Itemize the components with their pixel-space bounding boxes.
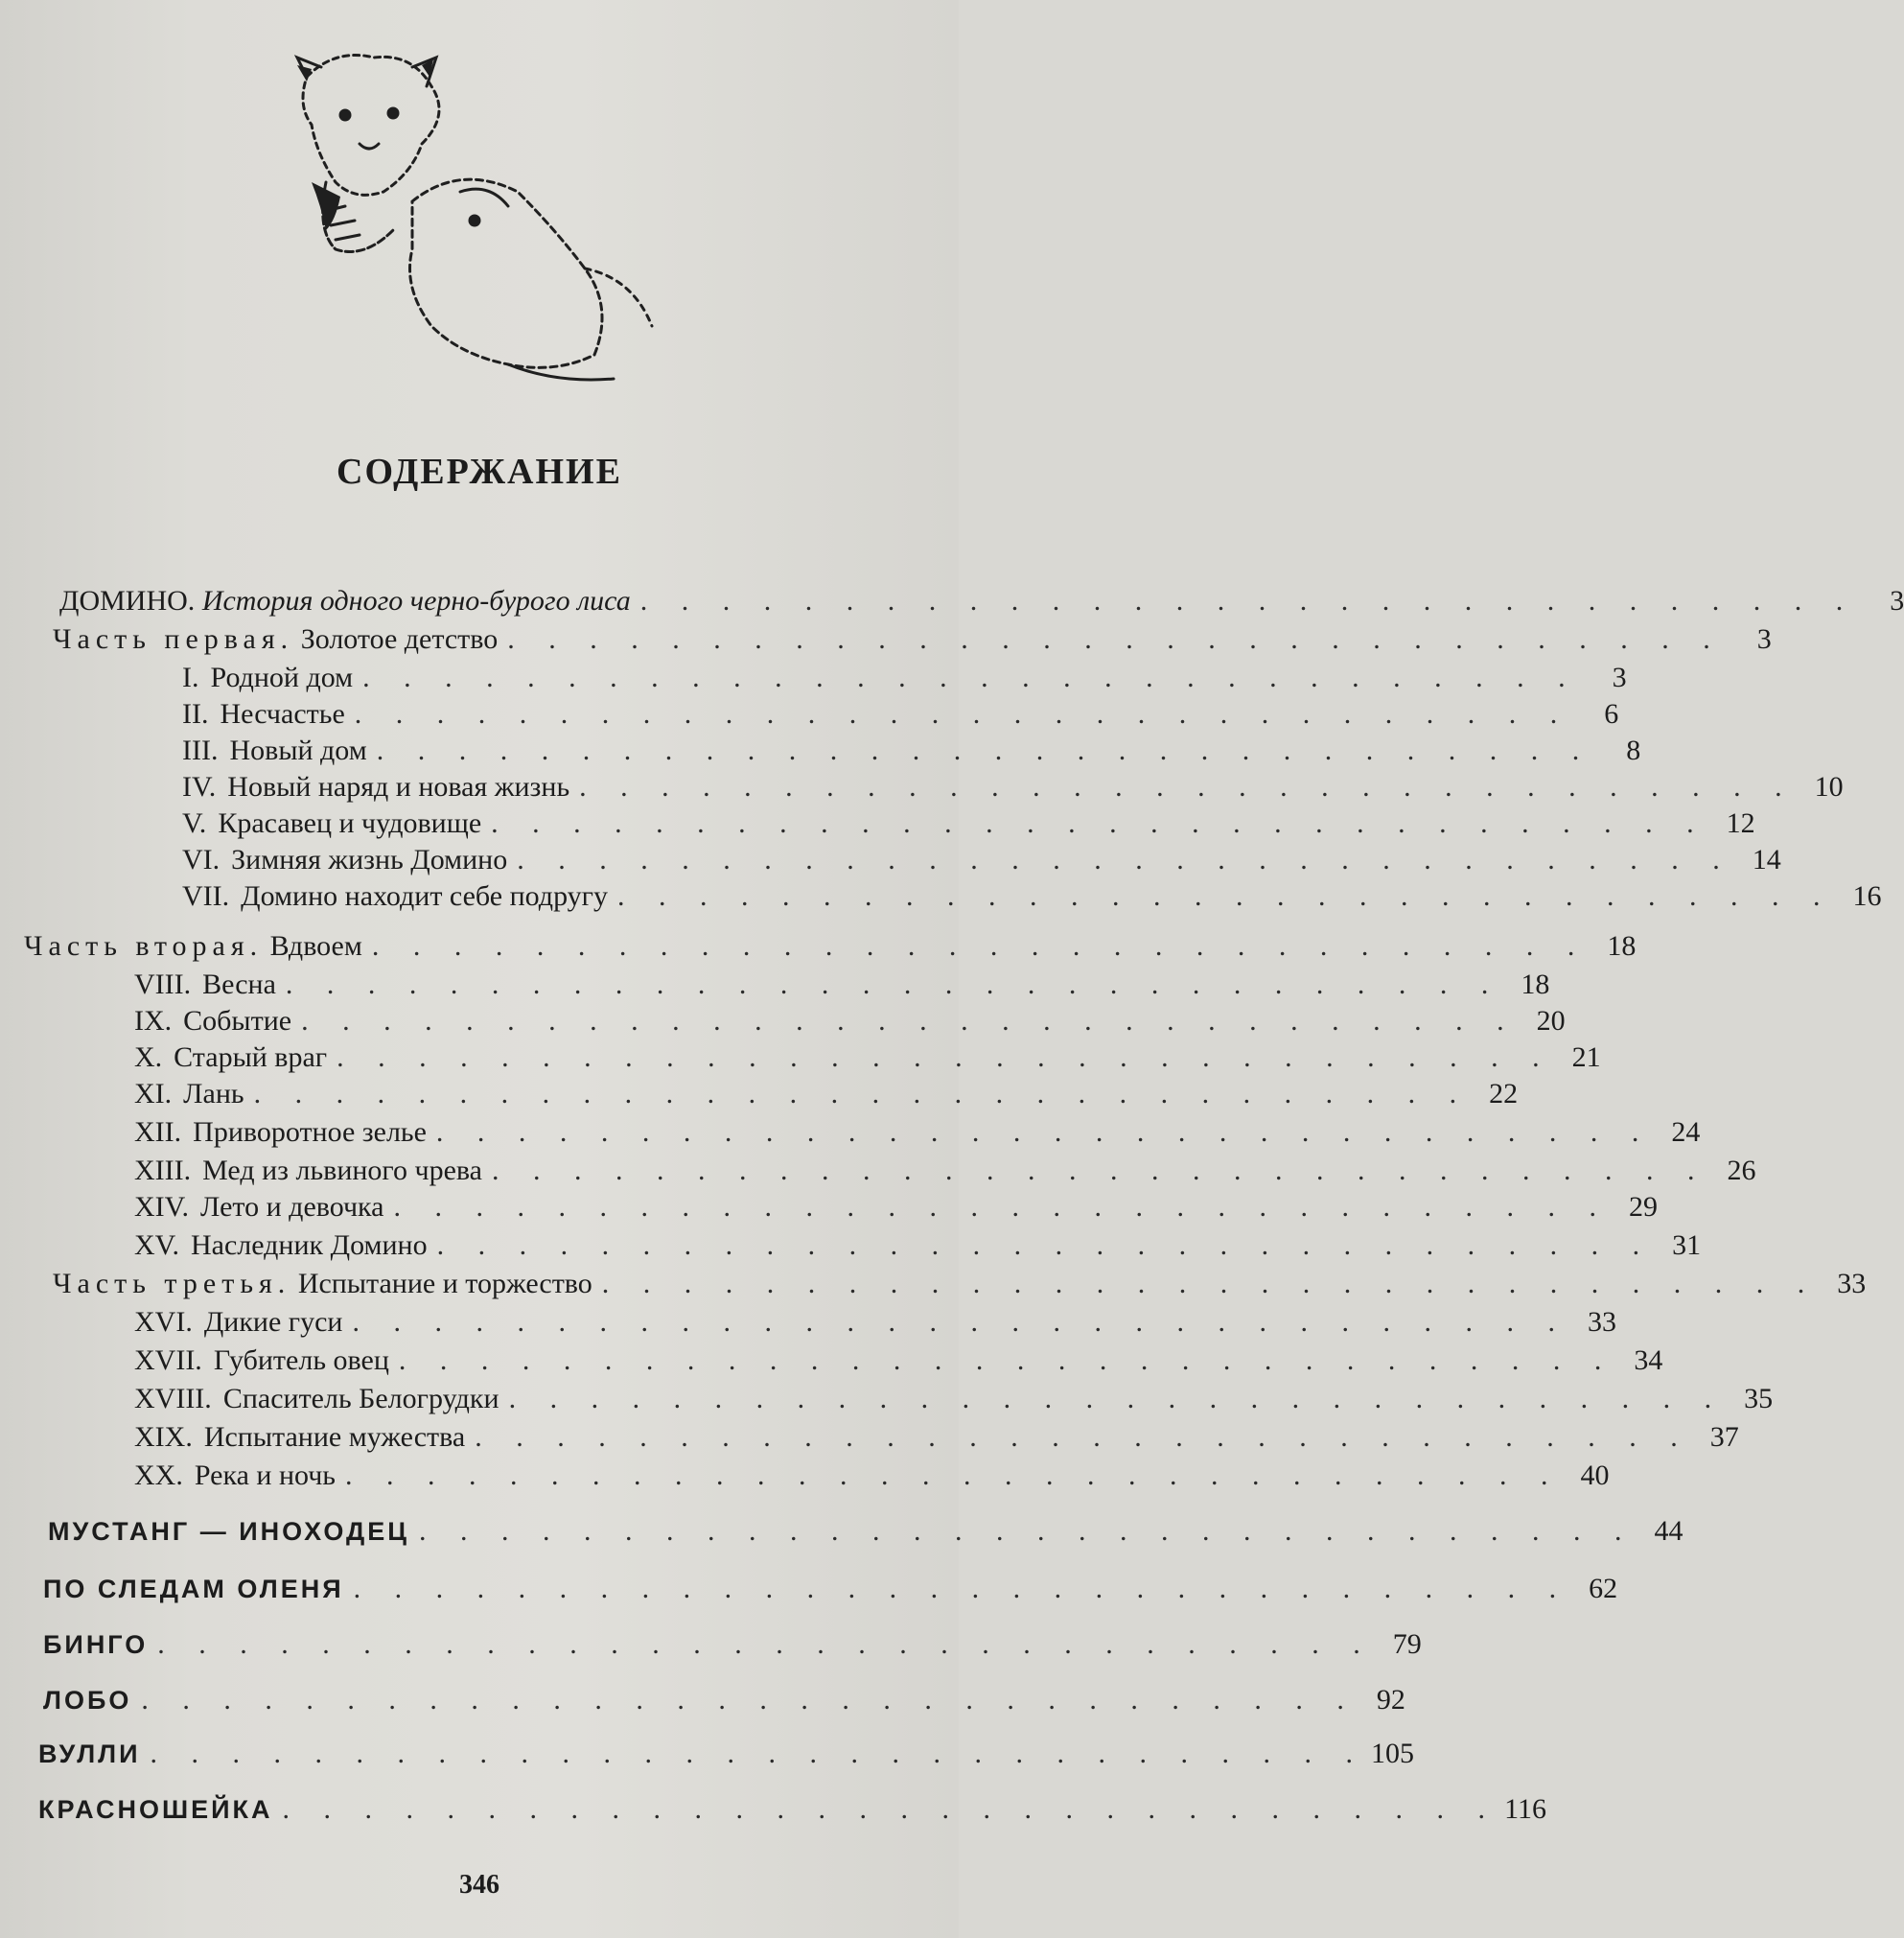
entry-page-number: 44 [1654, 1515, 1683, 1547]
dot-leader: . . . . . . . . . . . . . . . . . . . . . . . . . . . . . . [579, 771, 1796, 803]
dot-leader: . . . . . . . . . . . . . . . . . . . . . . . . . . . . . . [285, 969, 1502, 1000]
entry-title: Испытание мужества [203, 1421, 466, 1453]
chapter-number: XVI. [134, 1306, 193, 1338]
dot-leader: . . . . . . . . . . . . . . . . . . . . . . . . . . . . . . [345, 1459, 1562, 1491]
entry-title: ДОМИНО. [59, 585, 196, 617]
entry-page-number: 62 [1589, 1573, 1618, 1604]
entry-title: Домино находит себе подругу [241, 880, 608, 912]
entry-title: Спаситель Белогрудки [222, 1383, 499, 1414]
chapter-number: X. [134, 1041, 163, 1073]
entry-title: Лето и девочка [199, 1191, 384, 1223]
entry-title: Несчастье [220, 698, 345, 730]
dot-leader: . . . . . . . . . . . . . . . . . . . . . . . . . . . . . . [282, 1793, 1498, 1825]
toc-entry[interactable] [53, 1268, 1867, 1306]
entry-title: ПО СЛЕДАМ ОЛЕНЯ [43, 1575, 344, 1603]
dot-leader: . . . . . . . . . . . . . . . . . . . . . . . . . . . . . . [301, 1005, 1518, 1037]
toc-entry[interactable] [53, 623, 1772, 662]
chapter-number: V. [182, 807, 207, 839]
toc-entry[interactable] [182, 880, 1882, 919]
dot-leader: . . . . . . . . . . . . . . . . . . . . . . . . . . . . . . [601, 1268, 1819, 1299]
toc-entry[interactable] [48, 1515, 1683, 1553]
chapter-number: XV. [134, 1229, 179, 1261]
entry-title: КРАСНОШЕЙКА [38, 1795, 273, 1824]
chapter-number: XVII. [134, 1344, 202, 1376]
entry-page-number: 37 [1709, 1421, 1739, 1453]
dot-leader: . . . . . . . . . . . . . . . . . . . . . . . . . . . . . . [157, 1628, 1374, 1660]
dot-leader: . . . . . . . . . . . . . . . . . . . . . . . . . . . . . . [353, 1573, 1570, 1604]
entry-page-number: 105 [1371, 1738, 1415, 1769]
entry-subtitle: История одного черно-бурого лиса [201, 585, 631, 617]
toc-entry[interactable] [38, 1793, 1546, 1832]
entry-page-number: 116 [1504, 1793, 1546, 1825]
entry-page-number: 29 [1628, 1191, 1658, 1223]
dot-leader: . . . . . . . . . . . . . . . . . . . . . . . . . . . . . . [475, 1421, 1691, 1453]
toc-entry[interactable] [182, 662, 1627, 700]
toc-entry[interactable] [182, 735, 1641, 773]
toc-entry[interactable] [134, 969, 1550, 1007]
entry-title: Лань [183, 1078, 244, 1109]
toc-entry[interactable] [43, 1573, 1618, 1611]
entry-page-number: 92 [1376, 1684, 1405, 1716]
entry-title: Старый враг [174, 1041, 328, 1073]
entry-page-number: 14 [1752, 844, 1781, 876]
entry-title: Река и ночь [194, 1459, 336, 1491]
dot-leader: . . . . . . . . . . . . . . . . . . . . . . . . . . . . . . [436, 1229, 1654, 1261]
entry-page-number: 3 [1890, 585, 1904, 617]
toc-entry[interactable] [134, 1155, 1756, 1193]
entry-page-number: 22 [1489, 1078, 1519, 1109]
dot-leader: . . . . . . . . . . . . . . . . . . . . . . . . . . . . . . [362, 662, 1579, 693]
toc-entry[interactable] [134, 1078, 1519, 1116]
dot-leader: . . . . . . . . . . . . . . . . . . . . . . . . . . . . . . [508, 1383, 1726, 1414]
chapter-number: II. [182, 698, 209, 730]
entry-title: Новый дом [229, 735, 367, 766]
dot-leader: . . . . . . . . . . . . . . . . . . . . . . . . . . . . . . [253, 1078, 1471, 1109]
entry-title: Родной дом [210, 662, 354, 693]
entry-page-number: 18 [1521, 969, 1550, 1000]
chapter-number: VI. [182, 844, 221, 876]
entry-page-number: 35 [1744, 1383, 1774, 1414]
chapter-number: XII. [134, 1116, 182, 1148]
entry-page-number: 40 [1580, 1459, 1610, 1491]
dot-leader: . . . . . . . . . . . . . . . . . . . . . . . . . . . . . . [491, 807, 1707, 839]
dot-leader: . . . . . . . . . . . . . . . . . . . . . . . . . . . . . . [354, 698, 1571, 730]
dot-leader: . . . . . . . . . . . . . . . . . . . . . . . . . . . . . . [150, 1738, 1367, 1769]
entry-page-number: 12 [1726, 807, 1755, 839]
dot-leader: . . . . . . . . . . . . . . . . . . . . . . . . . . . . . . [419, 1515, 1636, 1547]
toc-entry[interactable] [182, 771, 1844, 809]
entry-page-number: 79 [1392, 1628, 1422, 1660]
toc-entry[interactable] [182, 807, 1755, 846]
dot-leader: . . . . . . . . . . . . . . . . . . . . . . . . . . . . . . [393, 1191, 1610, 1223]
entry-page-number: 18 [1607, 930, 1637, 962]
entry-page-number: 3 [1612, 662, 1627, 693]
chapter-number: XIX. [134, 1421, 193, 1453]
toc-entry[interactable] [134, 1191, 1658, 1229]
toc-entry[interactable] [134, 1459, 1610, 1498]
dot-leader: . . . . . . . . . . . . . . . . . . . . . . . . . . . . . . [398, 1344, 1615, 1376]
entry-title: Губитель овец [213, 1344, 389, 1376]
chapter-number: I. [182, 662, 199, 693]
entry-page-number: 26 [1727, 1155, 1756, 1186]
dot-leader: . . . . . . . . . . . . . . . . . . . . . . . . . . . . . . [352, 1306, 1568, 1338]
entry-page-number: 16 [1852, 880, 1882, 912]
entry-title: Часть третья. [53, 1268, 291, 1299]
entry-page-number: 8 [1626, 735, 1641, 766]
dot-leader: . . . . . . . . . . . . . . . . . . . . . . . . . . . . . . [616, 880, 1834, 912]
chapter-number: XIV. [134, 1191, 189, 1223]
entry-title: Часть вторая. [24, 930, 264, 962]
entry-title: Новый наряд и новая жизнь [227, 771, 570, 803]
entry-page-number: 33 [1587, 1306, 1616, 1338]
entry-title: Зимняя жизнь Домино [231, 844, 508, 876]
dot-leader: . . . . . . . . . . . . . . . . . . . . . . . . . . . . . . [517, 844, 1733, 876]
chapter-number: XX. [134, 1459, 183, 1491]
chapter-number: XIII. [134, 1155, 192, 1186]
entry-title: БИНГО [43, 1630, 149, 1659]
chapter-number: VIII. [134, 969, 192, 1000]
toc-entry[interactable] [38, 1738, 1415, 1776]
entry-title: Дикие гуси [203, 1306, 343, 1338]
chapter-number: XI. [134, 1078, 173, 1109]
dot-leader: . . . . . . . . . . . . . . . . . . . . . . . . . . . . . . [141, 1684, 1358, 1716]
entry-title: Часть первая. [53, 623, 294, 655]
dot-leader: . . . . . . . . . . . . . . . . . . . . . . . . . . . . . . [507, 623, 1724, 655]
toc-entry[interactable] [182, 698, 1619, 736]
chapter-number: IX. [134, 1005, 173, 1037]
dot-leader: . . . . . . . . . . . . . . . . . . . . . . . . . . . . . . [491, 1155, 1708, 1186]
toc-entry[interactable] [134, 1041, 1601, 1080]
toc-entry[interactable] [134, 1344, 1663, 1383]
entry-page-number: 31 [1672, 1229, 1702, 1261]
toc-entry[interactable] [59, 585, 1904, 623]
toc-entry[interactable] [134, 1421, 1739, 1459]
entry-page-number: 20 [1536, 1005, 1566, 1037]
dot-leader: . . . . . . . . . . . . . . . . . . . . . . . . . . . . . . [376, 735, 1593, 766]
dot-leader: . . . . . . . . . . . . . . . . . . . . . . . . . . . . . . [435, 1116, 1653, 1148]
chapter-number: III. [182, 735, 219, 766]
entry-title: Наследник Домино [190, 1229, 428, 1261]
entry-page-number: 6 [1604, 698, 1619, 730]
toc-entry[interactable] [134, 1005, 1566, 1043]
entry-page-number: 3 [1756, 623, 1772, 655]
dot-leader: . . . . . . . . . . . . . . . . . . . . . . . . . . . . . . [371, 930, 1589, 962]
chapter-number: IV. [182, 771, 217, 803]
dot-leader: . . . . . . . . . . . . . . . . . . . . . . . . . . . . . . [639, 585, 1857, 617]
toc-entry[interactable] [43, 1628, 1422, 1667]
toc-entry[interactable] [134, 1306, 1616, 1344]
toc-entry[interactable] [43, 1684, 1405, 1722]
toc-entry[interactable] [134, 1383, 1774, 1421]
toc-entry[interactable] [134, 1116, 1701, 1155]
entry-subtitle: Вдвоем [269, 930, 362, 962]
contents-heading: СОДЕРЖАНИЕ [337, 452, 622, 492]
chapter-number: XVIII. [134, 1383, 212, 1414]
entry-title: МУСТАНГ — ИНОХОДЕЦ [48, 1517, 410, 1546]
fox-cubs-illustration-icon [268, 38, 681, 403]
chapter-number: VII. [182, 880, 230, 912]
entry-title: Красавец и чудовище [218, 807, 482, 839]
entry-subtitle: Золотое детство [300, 623, 499, 655]
entry-page-number: 10 [1814, 771, 1844, 803]
entry-title: Приворотное зелье [193, 1116, 427, 1148]
entry-title: Мед из львиного чрева [202, 1155, 482, 1186]
entry-title: Весна [202, 969, 276, 1000]
entry-title: ЛОБО [43, 1686, 132, 1715]
toc-entry[interactable] [134, 1229, 1702, 1268]
entry-page-number: 21 [1571, 1041, 1601, 1073]
entry-page-number: 33 [1837, 1268, 1867, 1299]
entry-title: Событие [183, 1005, 292, 1037]
toc-entry[interactable] [24, 930, 1637, 969]
page-number: 346 [459, 1870, 499, 1900]
entry-subtitle: Испытание и торжество [297, 1268, 592, 1299]
toc-entry[interactable] [182, 844, 1781, 882]
entry-page-number: 24 [1671, 1116, 1701, 1148]
dot-leader: . . . . . . . . . . . . . . . . . . . . . . . . . . . . . . [337, 1041, 1553, 1073]
entry-title: ВУЛЛИ [38, 1740, 141, 1768]
entry-page-number: 34 [1634, 1344, 1663, 1376]
